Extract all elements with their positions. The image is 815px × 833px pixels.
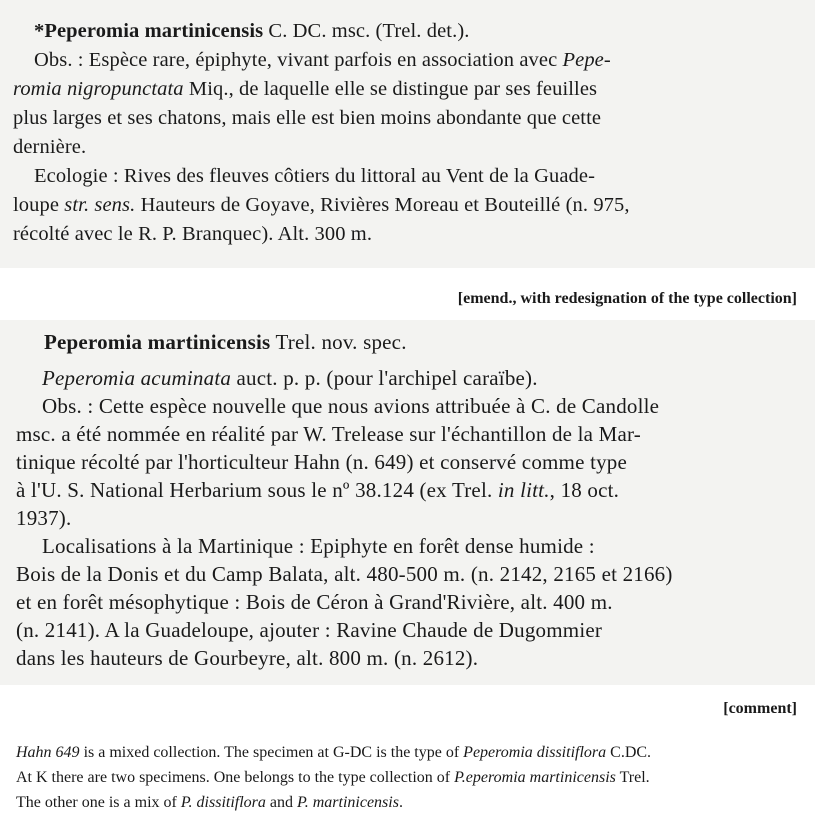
loc-line-4: (n. 2141). A la Guadeloupe, ajouter : Ravine Chaude de Dugommier	[16, 618, 603, 642]
obs2-line-5: 1937).	[16, 506, 72, 530]
text-italic: P.eperomia martinicensis	[454, 769, 616, 786]
species-heading-2	[44, 330, 815, 355]
text: C.DC.	[606, 744, 652, 761]
obs2-line-2: msc. a été nommée en réalité par W. Trelease sur l'échantillon de la Mar-	[16, 422, 642, 446]
text: At K there are two specimens. One belongs to the type collection of	[16, 769, 455, 786]
authority: Trel. nov. spec.	[270, 330, 407, 354]
scanned-excerpt-2	[0, 320, 815, 685]
text-italic: in litt.	[497, 478, 550, 502]
text: Obs. : Espèce rare, épiphyte, vivant parfois en association avec	[34, 49, 563, 71]
emend-note: [emend., with redesignation of the type collection]	[457, 290, 797, 307]
text: Trel.	[615, 769, 650, 786]
synonym-line	[42, 366, 815, 391]
text-italic: P. martinicensis	[297, 794, 399, 811]
comment-line-2	[16, 769, 650, 787]
scanned-excerpt-1	[0, 0, 815, 268]
ecology-line-1: Ecologie : Rives des fleuves côtiers du littoral au Vent de la Guade-	[34, 165, 595, 187]
text: loupe	[13, 194, 65, 216]
obs2-line-3: tinique récolté par l'horticulteur Hahn (n. 649) et conservé comme type	[16, 450, 628, 474]
text: à l'U. S. National Herbarium sous le nº 38.124 (ex Trel.	[16, 478, 498, 502]
obs2-line-4	[16, 478, 815, 503]
comment-line-3	[16, 794, 403, 812]
text-italic: Pepe-	[562, 49, 611, 71]
text: is a mixed collection. The specimen at G-DC is the type of	[79, 744, 464, 761]
text: and	[265, 794, 298, 811]
text: Hauteurs de Goyave, Rivières Moreau et Bouteillé (n. 975,	[135, 194, 630, 216]
obs-line-1	[34, 49, 815, 72]
species-name: Peperomia martinicensis	[44, 330, 271, 354]
text: Miq., de laquelle elle se distingue par ses feuilles	[183, 78, 598, 100]
loc-line-5: dans les hauteurs de Gourbeyre, alt. 800 m. (n. 2612).	[16, 646, 479, 670]
loc-line-2: Bois de la Donis et du Camp Balata, alt. 480-500 m. (n. 2142, 2165 et 2166)	[16, 562, 673, 586]
loc-line-3: et en forêt mésophytique : Bois de Céron à Grand'Rivière, alt. 400 m.	[16, 590, 613, 614]
text: The other one is a mix of	[16, 794, 181, 811]
text-italic: Peperomia dissitiflora	[463, 744, 607, 761]
comment-note: [comment]	[723, 700, 797, 717]
text: , 18 oct.	[549, 478, 620, 502]
text-italic: P. dissitiflora	[180, 794, 266, 811]
obs-line-2	[13, 78, 815, 101]
authority: C. DC. msc. (Trel. det.).	[263, 20, 470, 42]
obs-line-3: plus larges et ses chatons, mais elle est bien moins abondante que cette	[13, 107, 602, 129]
obs2-line-1: Obs. : Cette espèce nouvelle que nous avions attribuée à C. de Candolle	[42, 394, 660, 418]
obs-line-4: dernière.	[13, 136, 87, 158]
ecology-line-2	[13, 194, 815, 217]
species-heading-1	[34, 20, 815, 43]
ecology-line-3: récolté avec le R. P. Branquec). Alt. 300 m.	[13, 223, 373, 245]
text-italic: Hahn 649	[16, 744, 80, 761]
text: auct. p. p. (pour l'archipel caraïbe).	[231, 366, 538, 390]
loc-line-1: Localisations à la Martinique : Epiphyte en forêt dense humide :	[42, 534, 595, 558]
text-italic: Peperomia acuminata	[42, 366, 232, 390]
asterisk: *	[34, 20, 45, 42]
text-italic: romia nigropunctata	[13, 78, 184, 100]
comment-line-1	[16, 744, 651, 762]
text: .	[398, 794, 403, 811]
text-italic: str. sens.	[64, 194, 136, 216]
species-name: Peperomia martinicensis	[44, 20, 264, 42]
